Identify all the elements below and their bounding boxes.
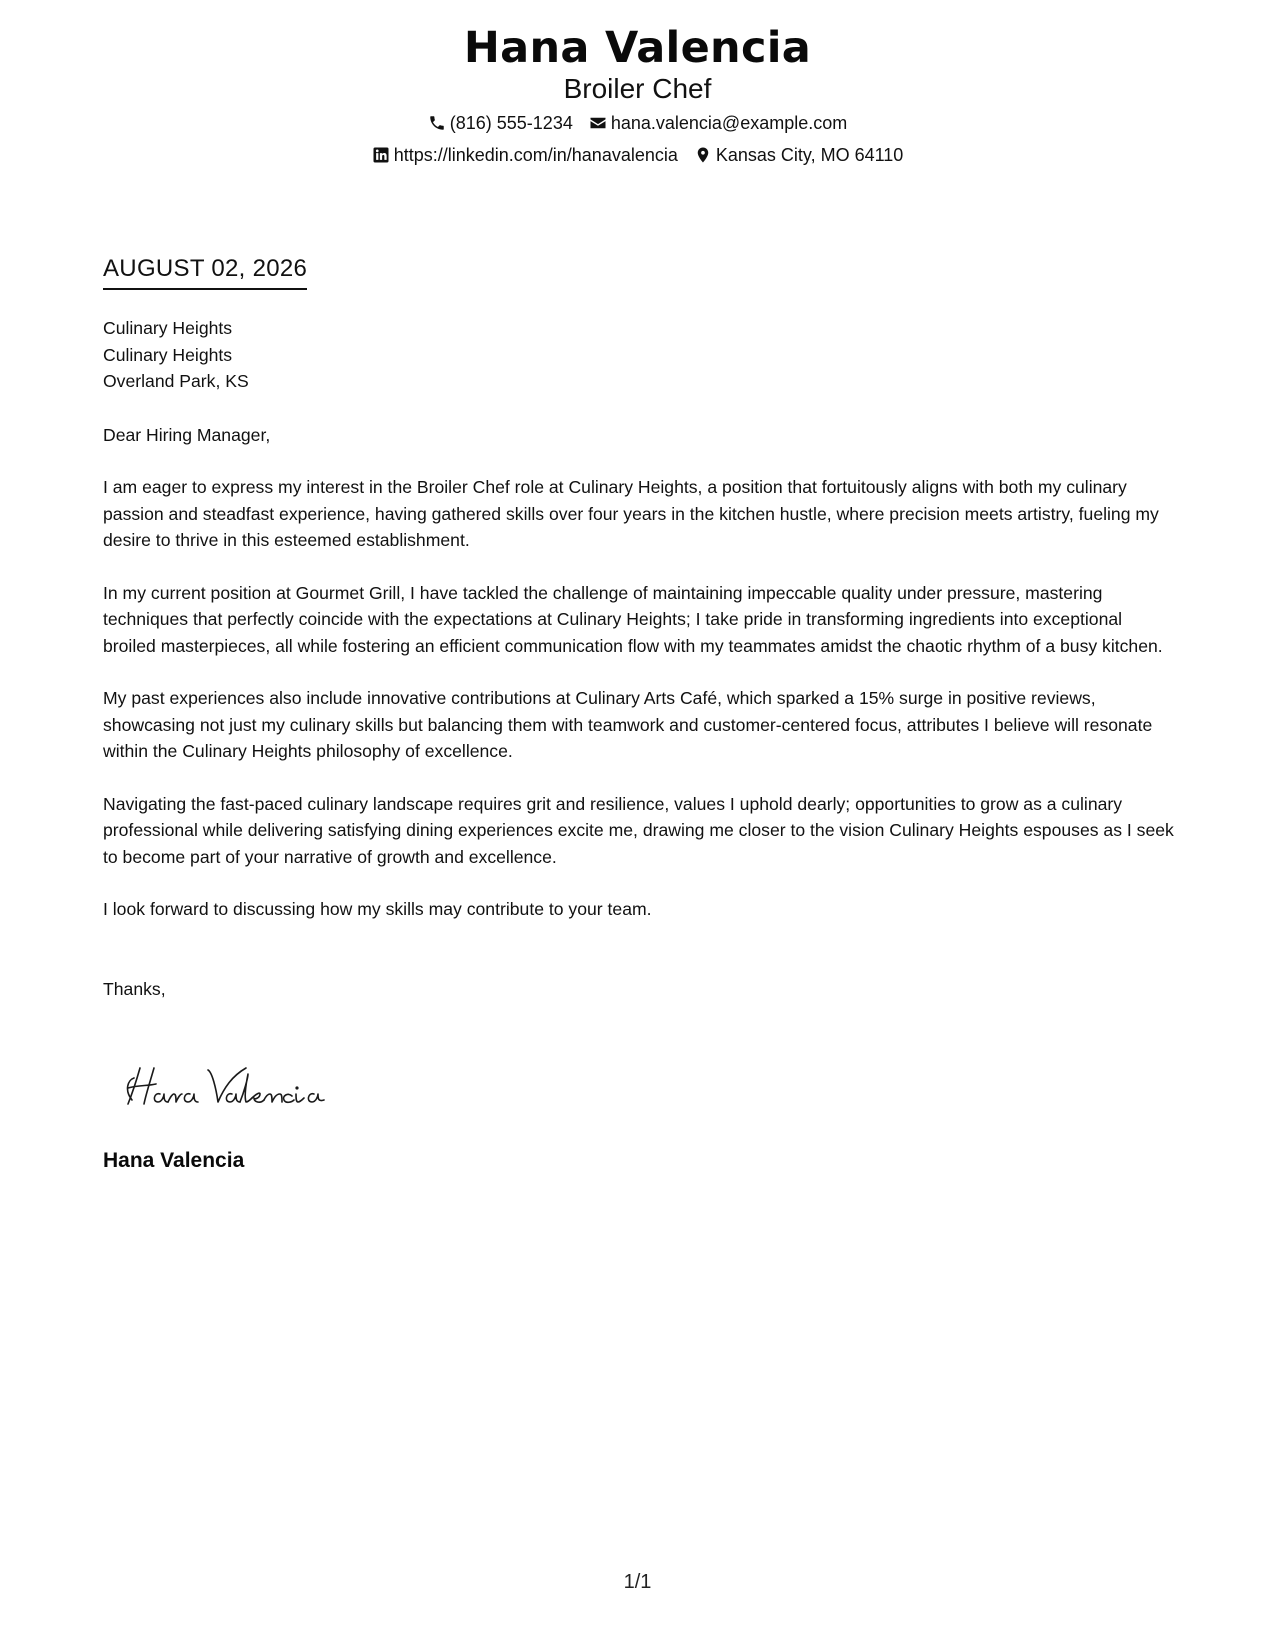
handwritten-signature [120, 1058, 360, 1116]
closing-line: I look forward to discussing how my skills may contribute to your team. [103, 899, 652, 919]
body-paragraph: I am eager to express my interest in the Broiler Chef role at Culinary Heights, a position that fortuitously aligns with both my culinary passion and steadfast experience, having gathered skills over four years in the kitchen hustle, where precision meets artistry, fueling my desire to thrive in this esteemed establishment. [103, 477, 1159, 550]
recipient-line: Culinary Heights [103, 318, 233, 338]
letter-date-block [103, 254, 307, 290]
recipient-address [103, 315, 1178, 395]
linkedin-text[interactable]: https://linkedin.com/in/hanavalencia [393, 145, 678, 165]
envelope-icon [589, 114, 607, 132]
page-number: 1/1 [623, 1571, 652, 1593]
applicant-name: Hana Valencia [463, 23, 812, 73]
letter-header [0, 22, 1275, 166]
contact-row-secondary [0, 144, 1275, 166]
map-pin-icon [694, 146, 712, 164]
letter-body [103, 315, 1178, 1002]
salutation: Dear Hiring Manager, [103, 424, 271, 445]
contact-linkedin[interactable] [372, 144, 678, 166]
recipient-line: Culinary Heights [103, 344, 233, 365]
signer-name: Hana Valencia [103, 1149, 245, 1172]
contact-email[interactable] [589, 112, 847, 134]
location-text: Kansas City, MO 64110 [715, 145, 904, 165]
applicant-role: Broiler Chef [563, 73, 712, 104]
phone-icon [428, 114, 446, 132]
letter-date: AUGUST 02, 2026 [103, 254, 307, 290]
phone-text: (816) 555-1234 [449, 113, 573, 133]
signoff: Thanks, [103, 978, 166, 999]
contact-phone [428, 112, 573, 134]
recipient-line: Overland Park, KS [103, 371, 249, 391]
contact-location [694, 144, 903, 166]
contact-row-primary [0, 112, 1275, 134]
body-paragraph: My past experiences also include innovative contributions at Culinary Arts Café, which sparked a 15% surge in positive reviews, showcasing not just my culinary skills but balancing them with teamwork and customer-centered focus, attributes I believe will resonate within the Culinary Heights philosophy of excellence. [103, 688, 1153, 761]
email-text[interactable]: hana.valencia@example.com [610, 113, 848, 133]
linkedin-icon [372, 146, 390, 164]
body-paragraph: In my current position at Gourmet Grill, I have tackled the challenge of maintaining impeccable quality under pressure, mastering techniques that perfectly coincide with the expectations at Culinary Heights; I take pride in transforming ingredients into exceptional broiled masterpieces, all while fostering an efficient communication flow with my teammates amidst the chaotic rhythm of a busy kitchen. [103, 582, 1163, 656]
body-paragraph: Navigating the fast-paced culinary landscape requires grit and resilience, values I uphold dearly; opportunities to grow as a culinary professional while delivering satisfying dining experiences excite me, drawing me closer to the vision Culinary Heights espouses as I seek to become part of your narrative of growth and excellence. [103, 793, 1174, 867]
